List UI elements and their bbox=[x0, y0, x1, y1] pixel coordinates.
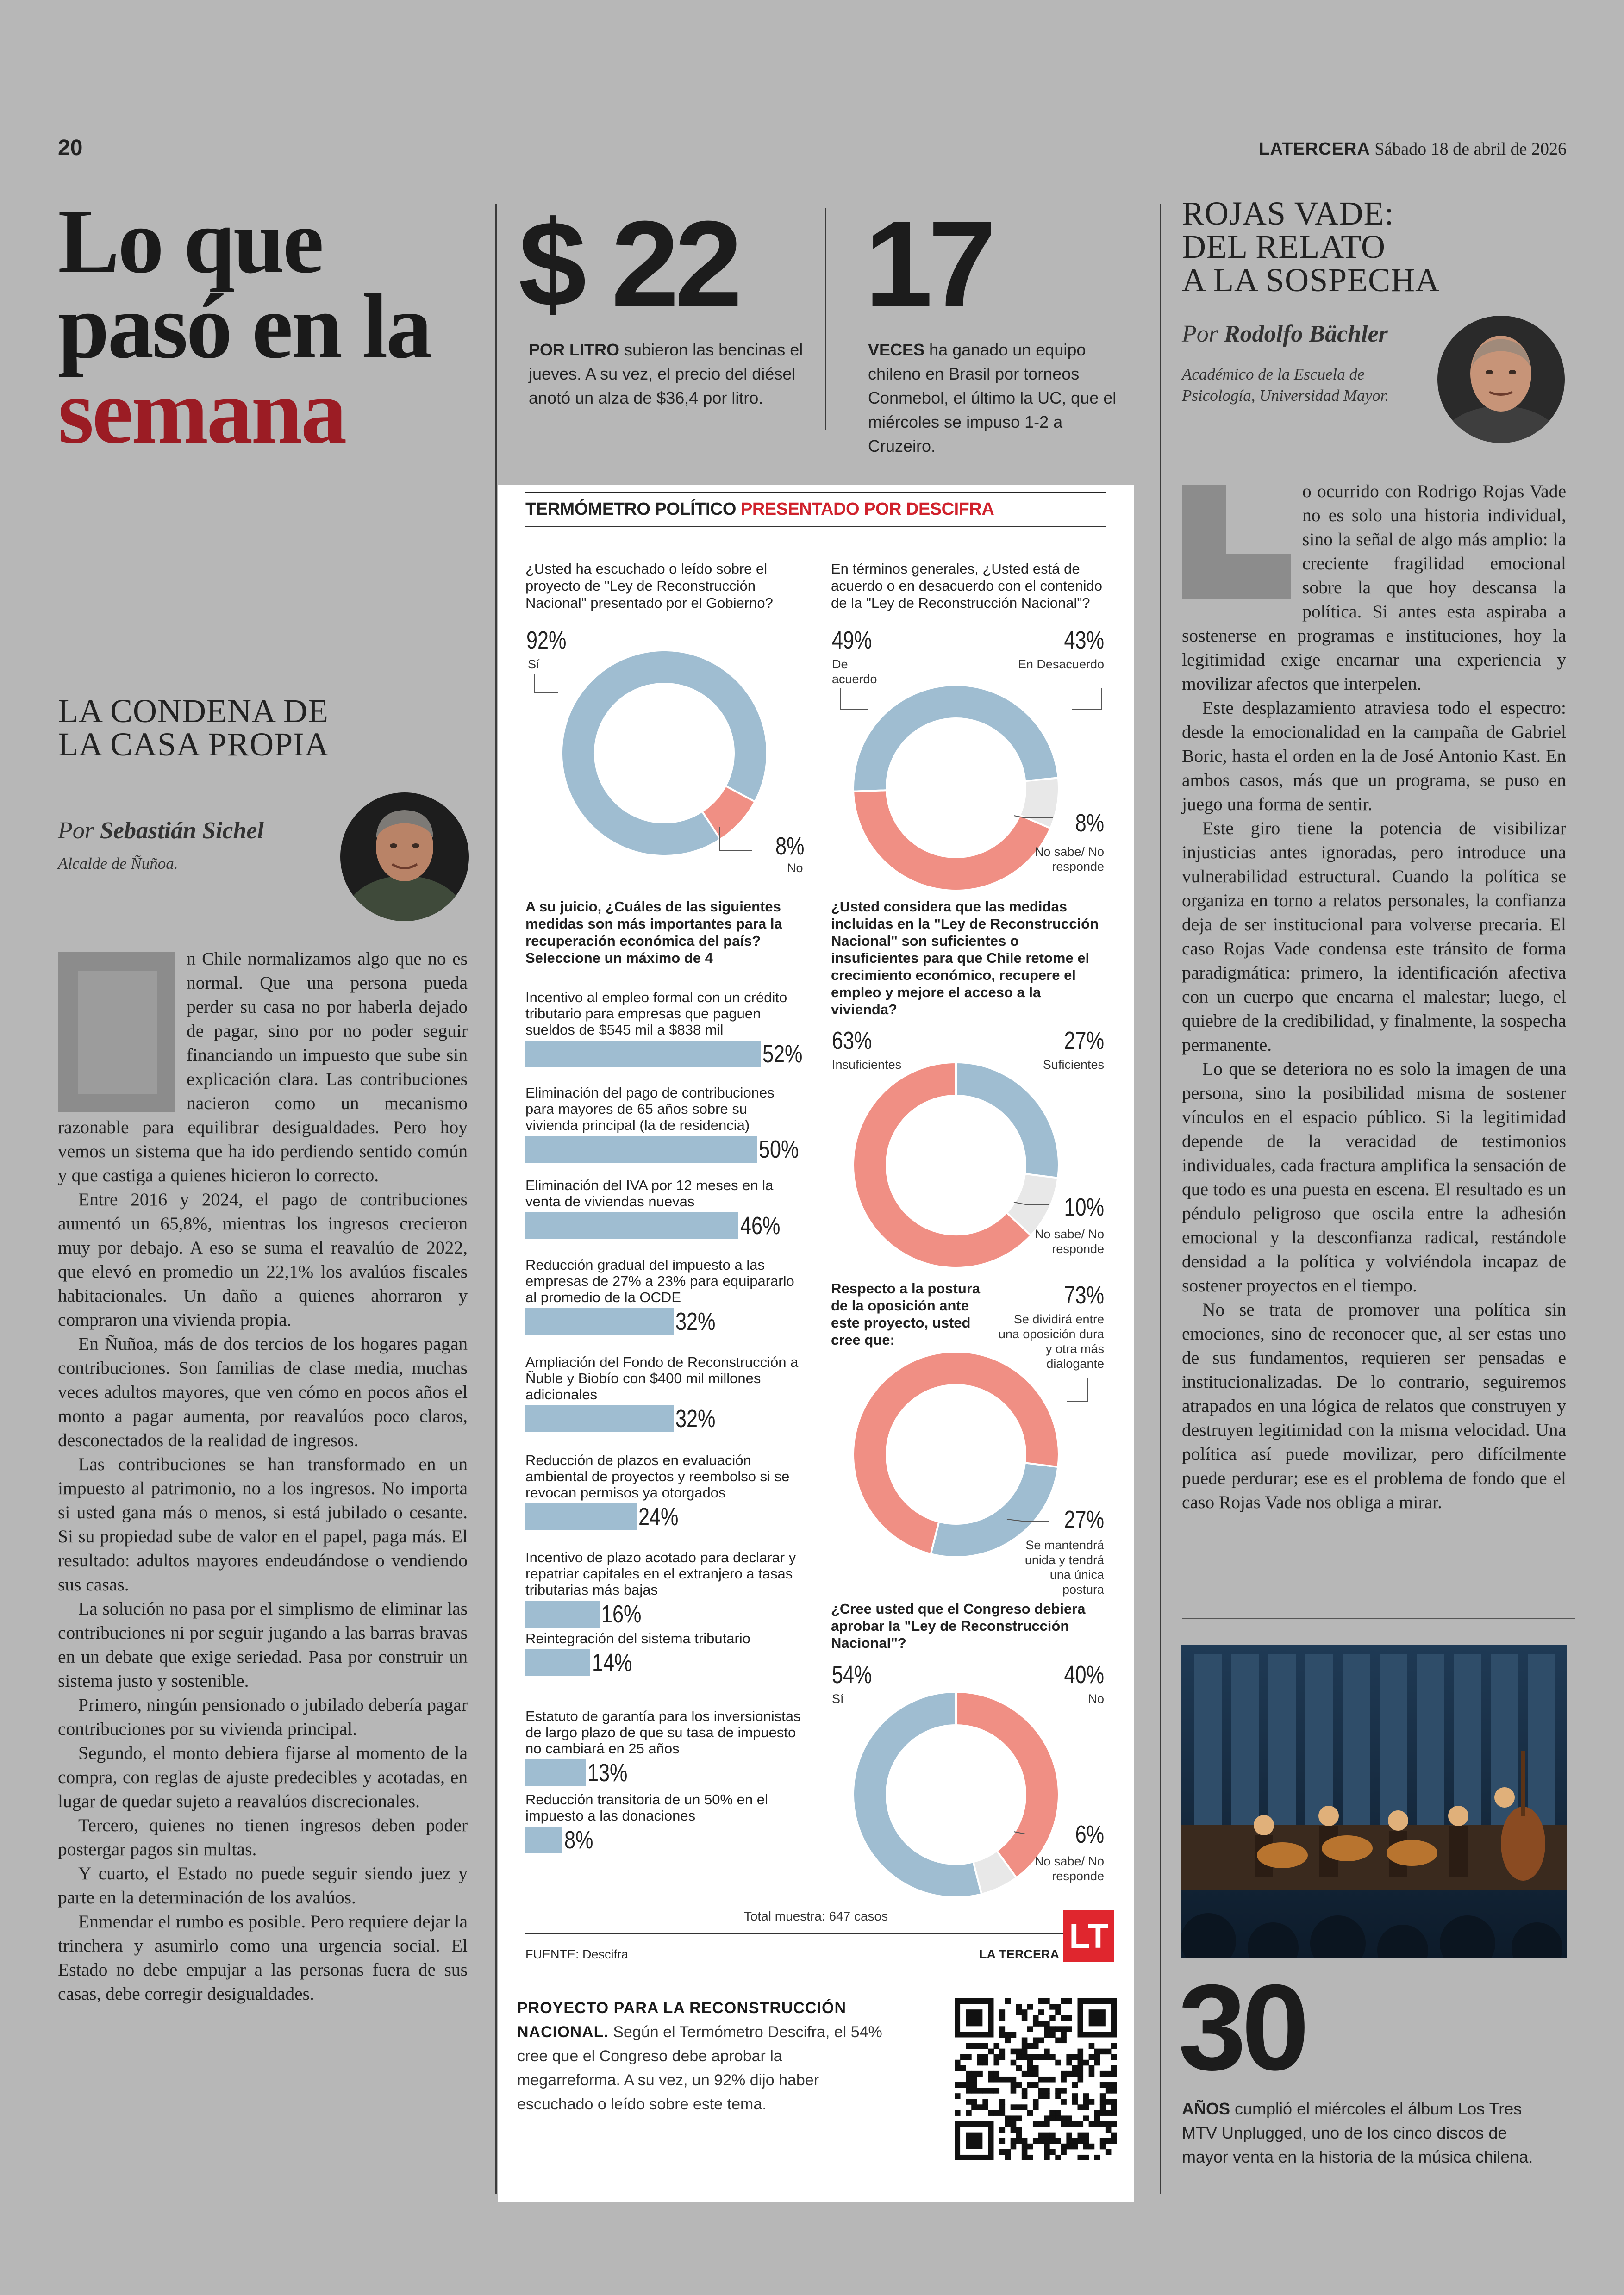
right-paragraph-5: No se trata de promover una política sin emociones, sino de reconocer que, al ser estas uno de sus fundamentos, requieren ser pensadas e institucionalizadas. De lo contrario, seguiremos atrapados en una lógica de relatos que construyen y destruyen legitimidad con la misma velocidad. Una política así puede movilizar, pero difícilmente puede perdurar; ese es el problema de fondo que el caso Rojas Vade nos obliga a mirar. bbox=[1182, 1299, 1566, 1512]
q2-disagree-label: En Desacuerdo bbox=[1018, 657, 1104, 671]
left-op-title bbox=[58, 694, 329, 761]
q5-divide-value: 73% bbox=[1064, 1281, 1104, 1309]
q6-no-label: No bbox=[1088, 1692, 1104, 1706]
q6-text bbox=[831, 1600, 1090, 1652]
bar-value-label: 32% bbox=[675, 1308, 716, 1335]
qr-code-icon bbox=[955, 1998, 1117, 2160]
right-paragraph-1: o ocurrido con Rodrigo Rojas Vade no es solo una historia individual, sino la señal de algo más amplio: la creciente fragilidad emocional sobre la que hoy descansa la política. Si antes esta aspiraba a sostenerse en programas e instituciones, hoy la legitimidad exige encarnar una experiencia y movilizar afectos que interpelen. bbox=[1182, 481, 1566, 694]
left-author-name: Sebastián Sichel bbox=[100, 817, 264, 844]
bar bbox=[525, 1405, 674, 1432]
stat-wins-number: 17 bbox=[865, 195, 992, 332]
panel-brand: LA TERCERA bbox=[979, 1947, 1059, 1961]
q1-no-label: No bbox=[787, 861, 803, 875]
bar-row bbox=[525, 1791, 812, 1853]
panel-footer-blurb bbox=[517, 1996, 883, 2116]
bar-category-label: Reintegración del sistema tributario bbox=[525, 1630, 750, 1646]
section-title-line1: Lo que bbox=[58, 190, 322, 293]
bar-category-label: Ampliación del Fondo de Reconstrucción a Ñuble y Biobío con $400 mil millones adicionales bbox=[525, 1354, 799, 1403]
q2-donut bbox=[831, 679, 1109, 911]
bar bbox=[525, 1827, 562, 1853]
column-rule-right bbox=[1160, 204, 1161, 2194]
q5-united-value: 27% bbox=[1064, 1506, 1104, 1534]
right-op-title bbox=[1182, 197, 1440, 297]
left-op-title-line1: LA CONDENA DE bbox=[58, 692, 329, 730]
right-author-name: Rodolfo Bächler bbox=[1224, 321, 1388, 347]
la-tercera-logo: LT bbox=[1063, 1910, 1114, 1962]
stat-wins-lead: VECES bbox=[868, 340, 925, 359]
stat-album-caption bbox=[1182, 2097, 1552, 2169]
bar bbox=[525, 1503, 637, 1530]
left-paragraph-1: n Chile normalizamos algo que no es normal. Que una persona pueda perder su casa no por haberla dejado de pagar, sino por no poder seguir financiando un impuesto que sube sin explicación clara. Las contribuciones nacieron como un mecanismo razonable para equilibrar desigualdades. Pero hoy vemos un sistema que ha ido perdiendo sentido común y que castiga a quienes hicieron lo correcto. bbox=[58, 948, 468, 1185]
bar-category-label: Estatuto de garantía para los inversionistas de largo plazo de que su tasa de impuesto no cambiará en 25 años bbox=[525, 1708, 801, 1757]
q2-text: En términos generales, ¿Usted está de acuerdo o en desacuerdo con el contenido de la "Ley de Reconstrucción Nacional"? bbox=[831, 561, 1102, 611]
left-paragraph-9: Y cuarto, el Estado no puede seguir siendo juez y parte en la determinación de los avalúos. bbox=[58, 1863, 468, 1908]
q6-text-bold: ¿Cree usted que el Congreso debiera aprobar la "Ley de Reconstrucción Nacional"? bbox=[831, 1601, 1086, 1651]
q1-text: ¿Usted ha escuchado o leído sobre el proyecto de "Ley de Reconstrucción Nacional" presentado por el Gobierno? bbox=[525, 561, 773, 611]
right-paragraph-3: Este giro tiene la potencia de visibilizar injusticias antes ignoradas, pero introduce una vulnerabilidad estructural. Cuando la política se organiza en torno a relatos personales, la confianza deja de ser institucional para volverse precaria. El caso Rojas Vade condensa este tránsito de forma paradigmática: primero, la identificación afectiva con un cuerpo que encarna el malestar; luego, el quiebre de la credibilidad, y finalmente, la sospecha permanente. bbox=[1182, 818, 1566, 1055]
q4-insuf-label: Insuficientes bbox=[832, 1058, 902, 1072]
stat-wins-caption bbox=[868, 338, 1127, 458]
bar bbox=[525, 1601, 600, 1628]
concert-illustration bbox=[1181, 1645, 1567, 1958]
q4-insuf-value: 63% bbox=[832, 1027, 872, 1054]
right-byline-prefix: Por bbox=[1182, 321, 1224, 347]
q3-text bbox=[525, 898, 808, 967]
bar-value-label: 32% bbox=[675, 1405, 716, 1433]
left-paragraph-4: Las contribuciones se han transformado en un impuesto al patrimonio, no a los ingresos. No importa si usted gana más o menos, si está jubilado o cesante. Si su propiedad sube de valor en el papel, paga más. El resultado: adultos mayores endeudándose o vendiendo sus casas. bbox=[58, 1454, 468, 1595]
q4-text bbox=[831, 898, 1109, 1018]
avatar-bachler bbox=[1437, 316, 1565, 443]
left-byline bbox=[58, 817, 264, 844]
bar-category-label: Incentivo de plazo acotado para declarar y repatriar capitales en el extranjero a tasas tributarias más bajas bbox=[525, 1549, 796, 1598]
panel-bottom-rule bbox=[525, 1933, 1106, 1934]
left-paragraph-7: Segundo, el monto debiera fijarse al momento de la compra, con reglas de ajuste predecibles y acotadas, en lugar de quedar sujeto a reavalúos discrecionales. bbox=[58, 1743, 468, 1811]
bar-category-label: Eliminación del IVA por 12 meses en la venta de viviendas nuevas bbox=[525, 1177, 774, 1210]
left-op-title-line2: LA CASA PROPIA bbox=[58, 726, 330, 763]
sample-size: Total muestra: 647 casos bbox=[743, 1909, 888, 1923]
bar-row bbox=[525, 989, 812, 1067]
bar-value-label: 13% bbox=[587, 1759, 628, 1787]
q6-no-value: 40% bbox=[1064, 1661, 1104, 1689]
left-author-role: Alcalde de Ñuñoa. bbox=[58, 854, 178, 873]
q5-text-bold: Respecto a la postura de la oposición ante este proyecto, usted cree que: bbox=[831, 1280, 981, 1348]
dropcap-letter-l bbox=[1182, 485, 1291, 599]
q2-dk-value: 8% bbox=[1075, 809, 1104, 837]
section-title-line2: pasó en la bbox=[58, 275, 431, 378]
q1-yes-value: 92% bbox=[526, 626, 567, 654]
page-number: 20 bbox=[58, 136, 83, 160]
q2-agree-label: De acuerdo bbox=[832, 657, 877, 686]
q4-dk-label: No sabe/ No responde bbox=[1034, 1227, 1104, 1256]
q6-yes-label: Sí bbox=[832, 1692, 844, 1706]
portrait-sichel bbox=[340, 792, 469, 921]
dropcap-letter-e bbox=[58, 952, 175, 1112]
stat-price-lead: POR LITRO bbox=[529, 340, 619, 359]
donut-slice-suficientes bbox=[956, 1062, 1059, 1178]
avatar-sichel bbox=[340, 792, 469, 921]
q6-donut bbox=[831, 1684, 1109, 1924]
stat-divider bbox=[825, 208, 826, 430]
section-title bbox=[58, 190, 431, 463]
masthead bbox=[1259, 139, 1567, 159]
bar bbox=[525, 1649, 590, 1676]
q1-yes-label: Sí bbox=[528, 657, 540, 671]
q4-dk-value: 10% bbox=[1064, 1193, 1104, 1221]
donut-slice-no bbox=[956, 1692, 1059, 1878]
stat-wins-text: ha ganado un equipo chileno en Brasil por torneos Conmebol, el último la UC, que el miércoles se impuso 1-2 a Cruzeiro. bbox=[868, 340, 1117, 455]
right-author-role bbox=[1182, 364, 1389, 406]
donut-slice-de-acuerdo bbox=[853, 685, 1058, 792]
stat-album-lead: AÑOS bbox=[1182, 2099, 1230, 2118]
q4-text-bold: ¿Usted considera que las medidas incluidas en la "Ley de Reconstrucción Nacional" son suficientes o insuficientes para que Chile retome el crecimiento económico, recupere el empleo y mejore el acceso a la vivienda? bbox=[831, 898, 1099, 1017]
column-rule-left bbox=[495, 204, 497, 2194]
left-paragraph-8: Tercero, quienes no tienen ingresos deben poder postergar pagos sin multas. bbox=[58, 1815, 468, 1859]
left-byline-prefix: Por bbox=[58, 817, 100, 844]
q1-donut bbox=[525, 651, 812, 897]
right-op-title-line1: ROJAS VADE: bbox=[1182, 195, 1394, 232]
section-title-line3: semana bbox=[58, 361, 345, 463]
band-photo bbox=[1181, 1645, 1567, 1958]
right-column-rule bbox=[1182, 1618, 1575, 1619]
bar-category-label: Reducción gradual del impuesto a las empresas de 27% a 23% para equipararlo al promedio de la OCDE bbox=[525, 1257, 794, 1305]
right-author-role-line1: Académico de la Escuela de bbox=[1182, 365, 1365, 383]
left-paragraph-3: En Ñuñoa, más de dos tercios de los hogares pagan contribuciones. Son familias de clase media, muchas veces adultos mayores, que ven cómo en pocos años el monto a pagar aumenta, por reavalúos poco claros, desconectados de la realidad de ingresos. bbox=[58, 1334, 468, 1450]
q3-bar-chart bbox=[525, 989, 812, 1938]
panel-head-rule bbox=[525, 526, 1106, 527]
q4-suf-value: 27% bbox=[1064, 1027, 1104, 1054]
bar-value-label: 16% bbox=[601, 1600, 642, 1628]
q5-divide-label: Se dividirá entre una oposición dura y otra más dialogante bbox=[998, 1312, 1104, 1371]
q3-text-bold: A su juicio, ¿Cuáles de las siguientes medidas son más importantes para la recuperación económica del país? Seleccione un máximo de 4 bbox=[525, 898, 782, 966]
panel-title-main: TERMÓMETRO POLÍTICO bbox=[525, 499, 741, 519]
q1-no-value: 8% bbox=[775, 832, 805, 860]
donut-slice-en-desacuerdo bbox=[853, 790, 1050, 891]
left-paragraph-5: La solución no pasa por el simplismo de eliminar las contribuciones ni por seguir jugando a las barras bravas en un debate que exige seriedad. Pasa por construir un sistema justo y sostenible. bbox=[58, 1598, 468, 1691]
bar-row bbox=[525, 1708, 812, 1786]
infographic-panel bbox=[498, 485, 1134, 2202]
bar-value-label: 14% bbox=[592, 1649, 632, 1677]
bar-value-label: 24% bbox=[638, 1503, 679, 1531]
left-dropcap bbox=[58, 952, 175, 1112]
stat-price-text: subieron las bencinas el jueves. A su vez, el precio del diésel anotó un alza de $36,4 por litro. bbox=[529, 340, 803, 407]
bar-category-label: Reducción de plazos en evaluación ambiental de proyectos y reembolso si se revocan permisos ya otorgados bbox=[525, 1452, 790, 1501]
q2-agree-value: 49% bbox=[832, 626, 872, 654]
left-paragraph-6: Primero, ningún pensionado o jubilado debería pagar contribuciones por su vivienda principal. bbox=[58, 1695, 468, 1739]
bar-row bbox=[525, 1177, 812, 1239]
q2-disagree-value: 43% bbox=[1064, 626, 1104, 654]
q4-suf-label: Suficientes bbox=[1043, 1058, 1104, 1072]
q6-dk-label: No sabe/ No responde bbox=[1034, 1854, 1104, 1883]
bar-value-label: 46% bbox=[740, 1212, 781, 1240]
q5-united-label: Se mantendrá unida y tendrá una única postura bbox=[1024, 1538, 1104, 1597]
bar-row bbox=[525, 1630, 812, 1676]
right-byline bbox=[1182, 320, 1388, 348]
bar bbox=[525, 1041, 761, 1067]
bar bbox=[525, 1759, 586, 1786]
bar-value-label: 52% bbox=[762, 1040, 803, 1068]
bar-row bbox=[525, 1549, 812, 1628]
bar-row bbox=[525, 1257, 812, 1335]
source-credit: FUENTE: Descifra bbox=[525, 1947, 629, 1961]
bar-category-label: Eliminación del pago de contribuciones para mayores de 65 años sobre su vivienda principal (la de residencia) bbox=[525, 1085, 775, 1133]
stat-album-number: 30 bbox=[1178, 1959, 1305, 2095]
bar bbox=[525, 1136, 757, 1163]
right-op-title-line2: DEL RELATO bbox=[1182, 228, 1386, 265]
panel-title-sponsor: PRESENTADO POR DESCIFRA bbox=[740, 499, 994, 519]
stat-album-text: cumplió el miércoles el álbum Los Tres MTV Unplugged, uno de los cinco discos de mayor venta en la historia de la música chilena. bbox=[1182, 2099, 1533, 2166]
panel-footer-text: Según el Termómetro Descifra, el 54% cree que el Congreso debe aprobar la megarreforma. A su vez, un 92% dijo haber escuchado o leído sobre este tema. bbox=[517, 2023, 882, 2113]
bar-row bbox=[525, 1452, 812, 1530]
panel-footer-lead: PROYECTO PARA LA RECONSTRUCCIÓN NACIONAL. bbox=[517, 1999, 847, 2041]
q2-dk-label: No sabe/ No responde bbox=[1034, 845, 1104, 873]
panel-title bbox=[525, 499, 994, 519]
right-op-title-line3: A LA SOSPECHA bbox=[1182, 262, 1440, 299]
q6-yes-value: 54% bbox=[832, 1661, 872, 1689]
stat-price-number: $ 22 bbox=[518, 195, 738, 332]
right-dropcap bbox=[1182, 485, 1291, 599]
bar-value-label: 50% bbox=[759, 1135, 799, 1163]
bar-value-label: 8% bbox=[564, 1826, 593, 1854]
issue-date: Sábado 18 de abril de 2026 bbox=[1374, 139, 1567, 159]
q6-dk-value: 6% bbox=[1075, 1821, 1104, 1848]
right-author-role-line2: Psicología, Universidad Mayor. bbox=[1182, 387, 1389, 405]
panel-top-rule bbox=[525, 492, 1106, 493]
bar-category-label: Incentivo al empleo formal con un crédito tributario para empresas que paguen sueldos de $545 mil a $838 mil bbox=[525, 989, 787, 1038]
qr-code[interactable] bbox=[955, 1998, 1117, 2160]
right-paragraph-4: Lo que se deteriora no es solo la imagen de una persona, sino la posibilidad misma de sostener vínculos en el espacio público. Si la legitimidad depende de la veracidad de testimonios individuales, cada fractura amplifica la sensación de que todo es una puesta en escena. El resultado es un péndulo peligroso que oscila entre la adhesión emocional y la desconfianza radical, restándole densidad a la política y volviéndola incapaz de sostener proyectos en el tiempo. bbox=[1182, 1059, 1566, 1296]
bar bbox=[525, 1308, 674, 1335]
bar bbox=[525, 1212, 738, 1239]
portrait-bachler bbox=[1437, 316, 1565, 443]
bar-category-label: Reducción transitoria de un 50% en el impuesto a las donaciones bbox=[525, 1791, 768, 1824]
left-paragraph-10: Enmendar el rumbo es posible. Pero requiere dejar la trinchera y asumirlo como una urgencia social. El Estado no debe empujar a las personas fuera de sus casas, debe corregir desigualdades. bbox=[58, 1911, 468, 2004]
left-paragraph-2: Entre 2016 y 2024, el pago de contribuciones aumentó un 65,8%, mientras los ingresos crecieron muy por debajo. A eso se suma el reavalúo de 2022, que elevó en promedio un 22,1% los avalúos fiscales habitacionales. Un daño a quienes ahorraron y compraron una vivienda propia. bbox=[58, 1189, 468, 1330]
left-article-body bbox=[58, 947, 468, 2173]
right-paragraph-2: Este desplazamiento atraviesa todo el espectro: desde la emocionalidad en la campaña de Gabriel Boric, hasta el orden en la de José Antonio Kast. En ambos casos, más que un programa, se puso en juego una forma de sentir. bbox=[1182, 698, 1566, 814]
stat-price-caption bbox=[529, 338, 816, 410]
right-article-body bbox=[1182, 479, 1566, 1590]
brand-name[interactable]: LATERCERA bbox=[1259, 139, 1370, 159]
bar-row bbox=[525, 1085, 812, 1163]
bar-row bbox=[525, 1354, 812, 1432]
